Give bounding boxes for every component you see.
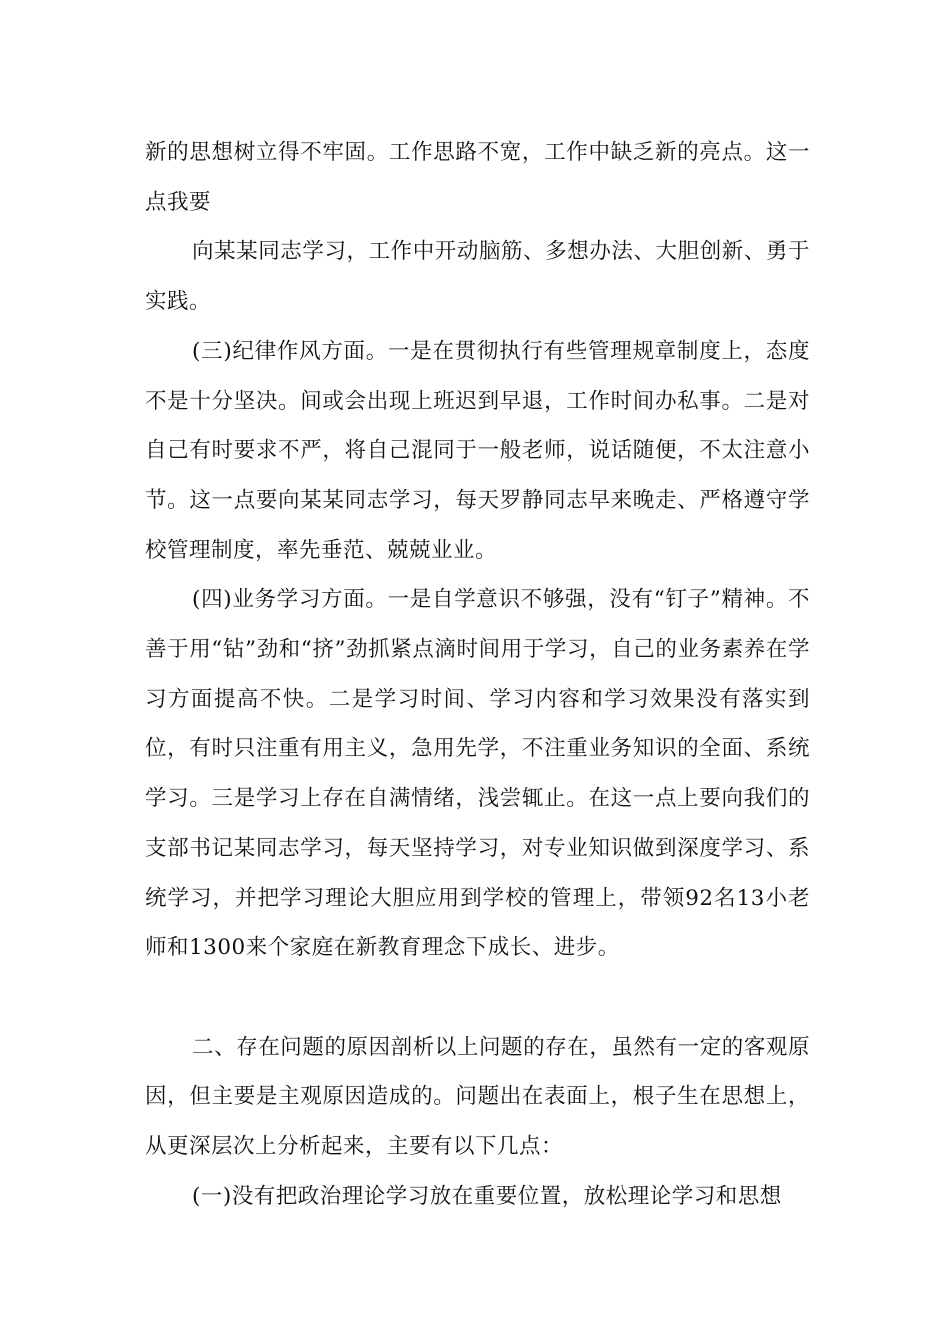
paragraph-2: 向某某同志学习，工作中开动脑筋、多想办法、大胆创新、勇于实践。 [145,239,810,315]
paragraph-gap [145,973,810,1023]
paragraph-5: 二、存在问题的原因剖析以上问题的存在，虽然有一定的客观原因，但主要是主观原因造成的。问题出在表面上，根子生在思想上，从更深层次上分析起来，主要有以下几点： [145,1034,810,1160]
paragraph-1: 新的思想树立得不牢固。工作思路不宽，工作中缺乏新的亮点。这一点我要 [145,140,810,215]
paragraph-4: (四)业务学习方面。一是自学意识不够强，没有“钉子”精神。不善于用“钻”劲和“挤”劲抓紧点滴时间用于学习，自己的业务素养在学习方面提高不快。二是学习时间、学习内容和学习效果没有落实到位，有时只注重有用主义，急用先学，不注重业务知识的全面、系统学习。三是学习上存在自满情绪，浅尝辄止。在这一点上要向我们的支部书记某同志学习，每天坚持学习，对专业知识做到深度学习、系统学习，并把学习理论大胆应用到学校的管理上，带领92名13小老师和1300来个家庭在新教育理念下成长、进步。 [145,587,810,961]
paragraph-6: (一)没有把政治理论学习放在重要位置，放松理论学习和思想 [192,1183,782,1209]
paragraph-3: (三)纪律作风方面。一是在贯彻执行有些管理规章制度上，态度不是十分坚决。间或会出现上班迟到早退，工作时间办私事。二是对自己有时要求不严，将自己混同于一般老师，说话随便，不太注意小节。这一点要向某某同志学习，每天罗静同志早来晚走、严格遵守学校管理制度，率先垂范、兢兢业业。 [145,338,810,563]
document-body [145,128,810,1221]
